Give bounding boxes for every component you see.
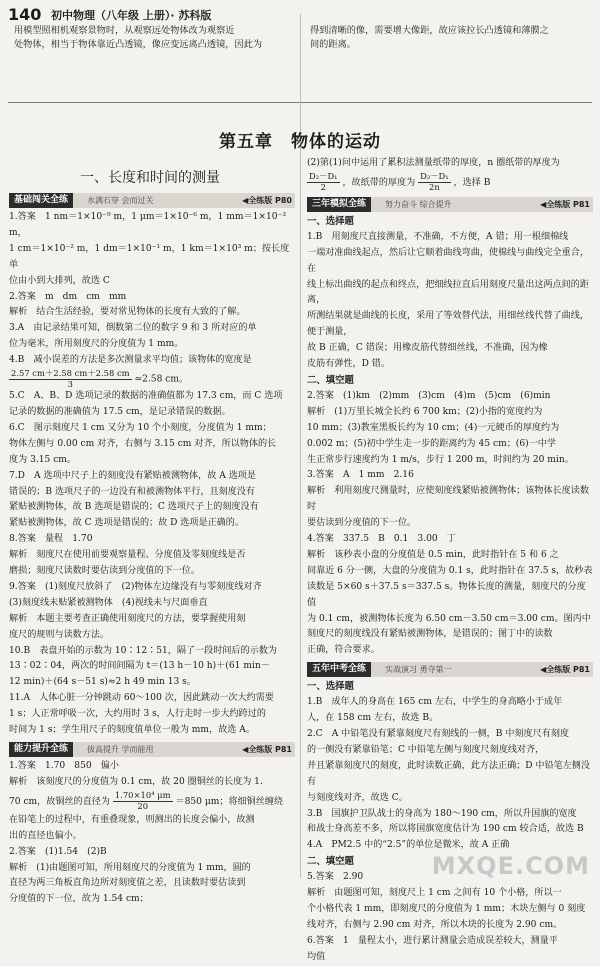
text-line: 解析 该秒表小盘的分度值是 0.5 min，此时指针在 5 和 6 之 <box>307 549 559 560</box>
text-line: 解析 本题主要考查正确使用刻度尺的方法，要掌握使用刻 <box>9 613 246 624</box>
text-line: 与刻度线对齐，故选 C。 <box>307 792 408 803</box>
band-label: 基础闯关全练 <box>9 193 73 208</box>
denominator: 2n <box>429 181 440 192</box>
formula-line <box>9 791 295 813</box>
text-line: 并且紧靠刻度尺的刻度，此时读数正确，此方法正确；D 中铅笔左侧没有 <box>307 760 590 787</box>
band-ability <box>9 742 295 757</box>
subsection-heading: 一、选择题 <box>307 215 354 227</box>
text-line: 13∶02∶04，两次的时间间隔为 t＝(13 h－10 h)＋(61 min－ <box>9 661 270 672</box>
text-line: 出的直径也偏小。 <box>9 830 82 841</box>
page-number: 140 <box>8 5 42 24</box>
top-right-text <box>310 24 590 52</box>
text-line: 记录的数据的准确值为 17.5 cm，是记录错误的数据。 <box>9 406 231 417</box>
text-line: 5.C A、B、D 选项记录的数据的准确值都为 17.3 cm，而 C 选项 <box>9 391 283 402</box>
band-basic <box>9 193 295 208</box>
top-left-text <box>14 24 294 52</box>
text-line: 解析 结合生活经验，要对常见物体的长度有大致的了解。 <box>9 307 246 318</box>
text-line: 线上标出曲线的起点和终点，把细线拉直后用刻度尺量出这两点间的距离， <box>307 279 589 306</box>
text-line: 皮筋有弹性，D 错。 <box>307 359 390 370</box>
text-line: 1 cm＝1×10⁻² m，1 dm＝1×10⁻¹ m，1 km＝1×10³ m；按长度单 <box>9 243 290 270</box>
chapter-title: 第五章 物体的运动 <box>219 132 381 152</box>
text-line: 2.C A 中铅笔没有紧靠刻度尺有刻线的一侧，B 中刻度尺有刻度 <box>307 729 570 739</box>
band-label: 能力提升全练 <box>9 742 73 757</box>
band-page-ref: ◀全练版 P81 <box>540 199 590 209</box>
text-line: 磨损；刻度尺读数时要估读到分度值的下一位。 <box>9 566 200 577</box>
text-line: 10.B 表盘开始的示数为 10∶12∶51，隔了一段时间后的示数为 <box>9 645 277 656</box>
subsection-heading: 二、填空题 <box>307 856 354 868</box>
text-line: 要估读到分度值的下一位。 <box>307 518 417 529</box>
text-line: 正确，符合要求。 <box>307 645 380 656</box>
text-line: 位由小到大排列，故选 C <box>9 275 110 286</box>
text-line: 4.B 减小误差的方法是多次测量求平均值；该物体的宽度是 <box>9 355 252 366</box>
text-line: 6.答案 1 量程太小，进行累计测量会造成误差较大，测量平 <box>307 935 558 946</box>
text-line: 12 min)＋(64 s－51 s)≈2 h 49 min 13 s。 <box>9 677 196 688</box>
band-page-ref: ◀全练版 P80 <box>242 196 292 205</box>
watermark: MXQE.COM <box>431 852 590 880</box>
text-line: 8.答案 量程 1.70 <box>9 534 93 545</box>
text-line: 直径为两三角板直角边所对刻度值之差，且读数时要估读到 <box>9 878 246 889</box>
text-line: 读数是 5×60 s＋37.5 s＝337.5 s。物体长度的测量，刻度尺的分度值 <box>307 581 586 608</box>
text-line: 物体左侧与 0.00 cm 对齐，右侧与 3.15 cm 对齐，所以物体的长 <box>9 438 277 449</box>
text-line: 3.B 国旗护卫队战士的身高为 180～190 cm，所以升国旗的宽度 <box>307 808 577 819</box>
text-line: 10 mm；(3)教室黑板长约为 10 cm；(4)一元硬币的厚度约为 <box>307 422 560 433</box>
text-line: 紧贴被测物体，故 B 选项是错误的；C 选项尺子上的刻度没有 <box>9 502 259 513</box>
text-line: (3)刻度线未贴紧被测物体 (4)视线未与尺面垂直 <box>9 597 208 608</box>
text-line: 3.A 由记录结果可知，倒数第二位的数字 9 和 3 所对应的单 <box>9 323 257 334</box>
text-line: (2)第(1)问中运用了累积法测量纸带的厚度，n 圈纸带的厚度为 <box>307 158 560 168</box>
text-fragment: ，选择 B <box>453 177 491 188</box>
fraction <box>113 791 173 811</box>
text-line: 度尺的规则与读数方法。 <box>9 629 110 640</box>
text-line: 1.答案 1.70 850 偏小 <box>9 761 119 771</box>
text-line: 1.B 用刻度尺直接测量，不准确，不方便，A 错；用一根细棉线 <box>307 231 569 242</box>
text-line: 4.A PM2.5 中的“2.5”的单位是微米，故 A 正确 <box>307 840 510 851</box>
band-label: 三年模拟全练 <box>307 197 371 212</box>
text-line: 11.A 人体心脏一分钟跳动 60～100 次，因此跳动一次大约需要 <box>9 693 274 704</box>
page-header <box>8 4 211 24</box>
text-line: 2.答案 (1)1.54 (2)B <box>9 846 107 857</box>
formula-line <box>307 172 593 194</box>
text-line: 9.答案 (1)刻度尺放斜了 (2)物体左边缘没有与零刻度线对齐 <box>9 581 262 592</box>
band-motto: 努力奋斗 综合提升 <box>385 199 452 209</box>
denominator: 2 <box>320 181 326 192</box>
text-line: 时间为 1 s；学生用尺子的刻度值单位一般为 mm，故选 A。 <box>9 725 255 736</box>
fraction <box>418 172 451 192</box>
text-line: 0.002 m；(5)初中学生走一步的距离约为 45 cm；(6)一中学 <box>307 438 556 449</box>
text-line: 1.B 成年人的身高在 165 cm 左右，中学生的身高略小于成年 <box>307 697 563 708</box>
text-line: 5.答案 2.90 <box>307 872 364 883</box>
text-line: 1.答案 1 nm＝1×10⁻⁹ m，1 μm＝1×10⁻⁶ m，1 mm＝1×10⁻³ m， <box>9 212 287 238</box>
band-five-year <box>307 662 593 677</box>
section-title: 一、长度和时间的测量 <box>80 170 220 186</box>
band-page-ref: ◀全练版 P81 <box>540 665 590 675</box>
text-line: 人，在 158 cm 左右，故选 B。 <box>307 713 439 724</box>
text-fragment: 70 cm，故铜丝的直径为 <box>9 796 110 807</box>
band-label: 五年中考全练 <box>307 662 371 677</box>
text-line: 得到清晰的像，需要增大像距，故应该拉长凸透镜和薄膜之 <box>310 25 549 36</box>
text-line: 所测结果就是曲线的长度，采用了等效替代法，用细丝线代替了曲线，便于测量， <box>307 311 589 338</box>
text-line: 2.答案 m dm cm mm <box>9 291 127 302</box>
text-line: 间靠近 6 分一侧，大盘的分度值为 0.1 s，此时指针在 37.5 s，故秒表 <box>307 565 593 576</box>
text-line: 为 0.1 cm，被测物体长度为 6.50 cm－3.50 cm＝3.00 cm。图丙中 <box>307 613 591 624</box>
text-line: 刻度尺的刻度线没有紧贴被测物体，是错误的；图丁中的读数 <box>307 629 553 640</box>
left-column <box>9 190 295 908</box>
formula-result: ≈2.58 cm。 <box>134 374 189 385</box>
numerator: 1.70×10⁴ μm <box>114 790 171 801</box>
text-line: 生正常步行速度约为 1 m/s，步行 1 200 m，时间约为 20 min。 <box>307 454 574 465</box>
text-line: 度为 3.15 cm。 <box>9 454 77 465</box>
text-line: 解析 该刻度尺的分度值为 0.1 cm，故 20 圈铜丝的长度为 1. <box>9 776 263 787</box>
subsection-heading: 二、填空题 <box>307 374 354 386</box>
text-line: 解析 刻度尺在使用前要观察量程、分度值及零刻度线是否 <box>9 550 246 561</box>
text-line: 错误的；B 选项尺子的一边没有和被测物体平行，且刻度没有 <box>9 486 256 497</box>
text-line: 2.答案 (1)km (2)mm (3)cm (4)m (5)cm (6)min <box>307 390 551 401</box>
text-line: 位为毫米，所用刻度尺的分度值为 1 mm。 <box>9 339 184 350</box>
text-line: 和战士身高差不多，所以将国旗宽度估计为 190 cm 较合适，故选 B <box>307 824 584 835</box>
text-line: 线对齐，右侧与 2.90 cm 对齐，所以木块的长度为 2.90 cm。 <box>307 919 563 930</box>
book-title: 初中物理（八年级 上册）· 苏科版 <box>50 8 212 22</box>
denominator: 20 <box>137 800 149 811</box>
text-line: 分度值的下一位，故为 1.54 cm； <box>9 894 149 905</box>
text-line: 间的距离。 <box>310 39 356 50</box>
text-line: 紧贴被测物体，故 C 选项是错误的；故 D 选项是正确的。 <box>9 518 244 529</box>
text-line: 解析 由题图可知，刻度尺上 1 cm 之间有 10 个小格，所以一 <box>307 888 562 899</box>
text-line: 处物体，相当于物体靠近凸透镜，像应变远离凸透镜，因此为 <box>14 39 263 50</box>
numerator: D₂－D₁ <box>420 171 449 182</box>
text-line: 在铅笔上的过程中，有重叠现象，则测出的长度会偏小，故测 <box>9 814 255 825</box>
text-fragment: ，故纸带的厚度为 <box>342 177 416 188</box>
denominator: 3 <box>67 378 73 389</box>
band-motto: 水满石穿 会而过关 <box>87 196 154 205</box>
text-line: 一端对准曲线起点，然后让它顺着曲线弯曲，使棉线与曲线完全重合，在 <box>307 247 589 274</box>
right-column <box>307 156 593 966</box>
text-line: 7.D A 选项中尺子上的刻度没有紧贴被测物体，故 A 选项是 <box>9 470 256 481</box>
text-line: 4.答案 337.5 B 0.1 3.00 丁 <box>307 534 456 545</box>
band-motto: 实战演习 勇夺第一 <box>385 665 452 675</box>
text-line: 6.C 图示刻度尺 1 cm 又分为 10 个小刻度，分度值为 1 mm； <box>9 422 272 433</box>
text-line: 的一侧没有紧靠铅笔；C 中铅笔左侧与刻度尺刻度线对齐， <box>307 744 545 755</box>
numerator: D₂－D₁ <box>309 171 338 182</box>
text-line: 解析 (1)由题图可知，所用刻度尺的分度值为 1 mm，圆的 <box>9 862 251 873</box>
text-fragment: ＝850 μm；将细铜丝缠绕 <box>175 796 284 807</box>
fraction <box>9 369 132 389</box>
text-line: 3.答案 A 1 mm 2.16 <box>307 470 414 481</box>
text-line: 1 s；人正常呼吸一次，大约用时 3 s，人行走时一步大约跨过的 <box>9 709 266 720</box>
text-line: 解析 利用刻度尺测量时，应使刻度线紧贴被测物体；该物体长度读数时 <box>307 486 589 513</box>
text-line: 故 B 正确，C 错误；用橡皮筋代替细丝线，不准确，因为橡 <box>307 343 548 354</box>
text-line: 解析 (1)万里长城全长约 6 700 km；(2)小指的宽度约为 <box>307 406 543 417</box>
text-line: 用模型照相机观察景物时，从观察远处物体改为观察近 <box>14 25 235 36</box>
text-line: 均值 <box>307 951 326 962</box>
band-page-ref: ◀全练版 P81 <box>242 745 292 754</box>
text-line: 个小格代表 1 mm，即刻度尺的分度值为 1 mm；木块左侧与 0 刻度 <box>307 903 586 914</box>
fraction <box>307 172 340 192</box>
band-motto: 拔高提升 学而能用 <box>87 745 154 754</box>
formula-line <box>9 369 295 389</box>
numerator: 2.57 cm＋2.58 cm＋2.58 cm <box>11 368 130 379</box>
subsection-heading: 一、选择题 <box>307 681 354 693</box>
band-three-year <box>307 197 593 212</box>
